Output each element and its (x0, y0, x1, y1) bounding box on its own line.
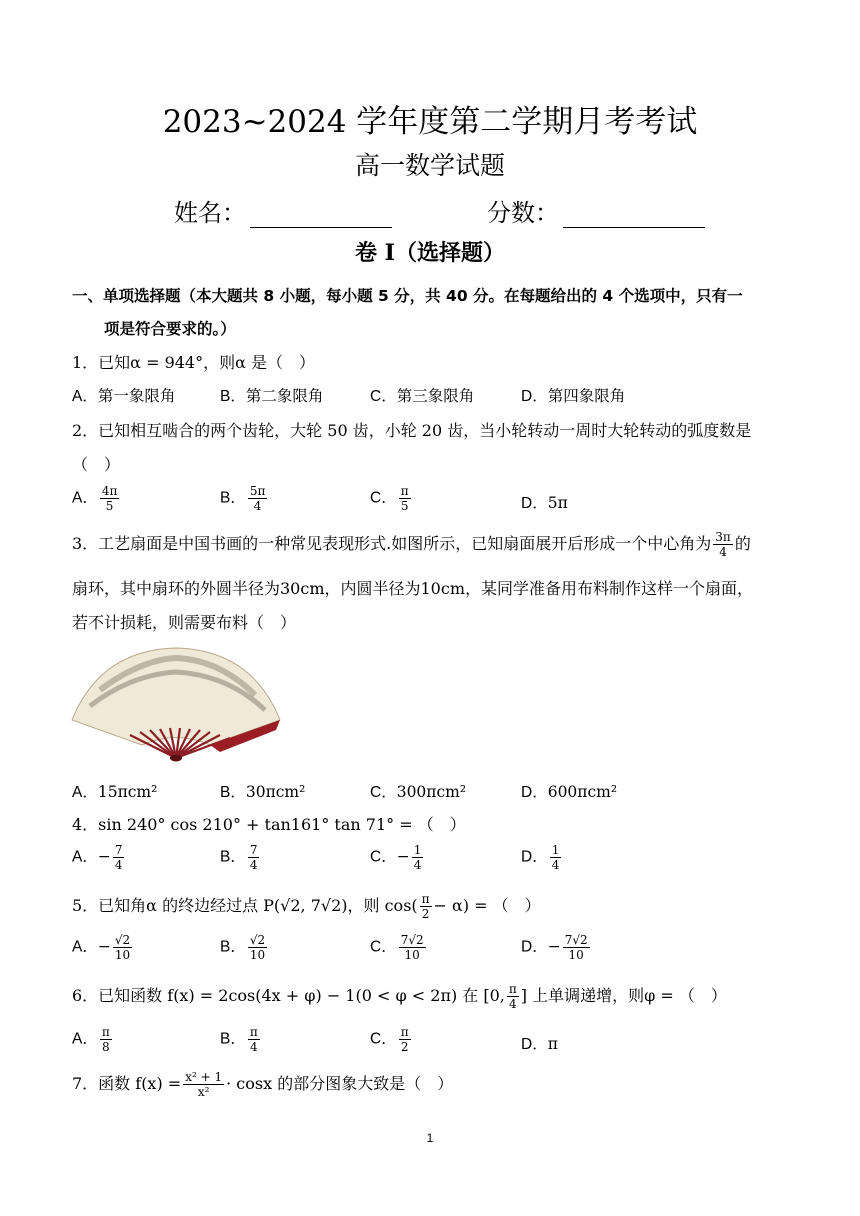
option-label: A． (72, 848, 98, 866)
option-sign: − (547, 937, 561, 956)
numerator: π (400, 484, 409, 498)
option-label: B． (220, 388, 246, 405)
name-blank (250, 203, 392, 228)
q5-option-a (72, 933, 134, 962)
name-label: 姓名： (174, 199, 246, 227)
fraction (412, 843, 424, 872)
function-fraction (183, 1070, 224, 1099)
option-text: 15πcm² (97, 783, 158, 801)
denominator: 5 (400, 499, 409, 513)
fraction (399, 933, 426, 962)
q6-text-post: ] 上单调递增，则φ = （ ） (520, 986, 727, 1005)
q5-option-c (370, 933, 428, 962)
fraction (550, 843, 562, 872)
option-label: C． (370, 784, 397, 801)
option-text: 600πcm² (547, 783, 618, 801)
q2-option-b (220, 484, 269, 513)
denominator: 4 (253, 499, 262, 513)
option-text: 第二象限角 (245, 387, 324, 405)
option-label: D． (521, 784, 548, 801)
denominator: 8 (101, 1040, 110, 1054)
q7-text-pre: 7．函数 f(x) = (72, 1074, 182, 1093)
numerator: 1 (413, 843, 422, 857)
option-label: D． (521, 495, 548, 512)
numerator: 4π (101, 484, 118, 498)
denominator: 5 (105, 499, 114, 513)
q7-stem (72, 1070, 453, 1099)
option-label: B． (220, 938, 246, 956)
denominator: 10 (568, 948, 584, 962)
numerator: 1 (551, 843, 560, 857)
denominator: 4 (413, 858, 422, 872)
q1-option-b (220, 384, 323, 406)
option-label: B． (220, 784, 246, 801)
q3-stem-line2: 扇环，其中扇环的外圆半径为30cm，内圆半径为10cm，某同学准备用布料制作这样一个扇面， (72, 579, 753, 598)
folding-fan-image (70, 640, 282, 762)
option-sign: − (97, 847, 111, 866)
q6-stem (72, 982, 727, 1011)
numerator: 5π (249, 484, 266, 498)
option-label: A． (72, 1030, 98, 1048)
denominator: 4 (249, 858, 258, 872)
numerator: π (400, 1025, 409, 1039)
option-sign: − (97, 937, 111, 956)
fraction (100, 1025, 112, 1054)
fraction (248, 1025, 260, 1054)
page-number: 1 (426, 1131, 434, 1145)
denominator: 4 (719, 545, 727, 559)
numerator: 7√2 (400, 933, 424, 947)
volume-heading: 卷 I（选择题） (355, 240, 505, 266)
q7-text-post: · cosx 的部分图象大致是（ ） (226, 1074, 454, 1093)
option-label: D． (521, 388, 548, 405)
option-label: A． (72, 388, 98, 405)
score-label: 分数： (487, 199, 559, 227)
name-field (174, 193, 392, 228)
option-text: 第三象限角 (396, 387, 475, 405)
option-sign: − (396, 847, 410, 866)
option-label: D． (521, 938, 548, 956)
q3-stem-line1 (72, 530, 751, 559)
q2-option-a (72, 484, 121, 513)
option-text: 第四象限角 (547, 387, 626, 405)
option-label: C． (370, 489, 397, 507)
option-text: π (547, 1035, 558, 1053)
q3-option-d (521, 780, 617, 802)
q1-stem: 1．已知α = 944°，则α 是（ ） (72, 353, 315, 372)
denominator: 10 (404, 948, 420, 962)
fraction (248, 843, 260, 872)
option-label: C． (370, 1030, 397, 1048)
numerator: π (101, 1025, 110, 1039)
denominator: 4 (249, 1040, 258, 1054)
score-field (487, 193, 705, 228)
q1-option-c (370, 384, 474, 406)
q6-option-c (370, 1025, 413, 1054)
option-label: D． (521, 848, 548, 866)
q3-stem-line3: 若不计损耗，则需要布料（ ） (72, 613, 297, 632)
q4-option-d (521, 843, 563, 872)
q4-stem: 4．sin 240° cos 210° + tan161° tan 71° = （ ） (72, 815, 466, 834)
denominator: 10 (114, 948, 131, 962)
denominator: 2 (421, 907, 430, 921)
option-text: 第一象限角 (97, 387, 176, 405)
option-label: A． (72, 784, 98, 801)
q2-stem-line2: （ ） (72, 455, 121, 474)
q5-option-d (521, 933, 592, 962)
q2-option-c (370, 484, 413, 513)
option-label: A． (72, 489, 98, 507)
q6-option-b (220, 1025, 262, 1054)
q4-option-b (220, 843, 261, 872)
section-heading-line2: 项是符合要求的。） (104, 320, 236, 338)
option-label: C． (370, 848, 397, 866)
q3-option-b (220, 780, 305, 802)
numerator: √2 (249, 933, 266, 947)
option-label: B． (220, 1030, 246, 1048)
q2-stem-line1: 2．已知相互啮合的两个齿轮，大轮 50 齿，小轮 20 齿，当小轮转动一周时大轮转动的弧度数是 (72, 421, 752, 440)
q2-option-d (521, 491, 568, 513)
interval-fraction (507, 982, 519, 1011)
q6-option-d (521, 1032, 558, 1054)
q3-option-a (72, 780, 157, 802)
option-label: B． (220, 848, 246, 866)
exam-title: 2023~2024 学年度第二学期月考考试 (162, 104, 698, 140)
denominator: 2 (400, 1040, 409, 1054)
fraction (100, 484, 120, 513)
q1-option-d (521, 384, 625, 406)
option-label: A． (72, 938, 98, 956)
fraction (113, 933, 132, 962)
section-heading-line1: 一、单项选择题（本大题共 8 小题，每小题 5 分，共 40 分。在每题给出的 4 个选项中，只有一 (72, 287, 743, 305)
numerator: π (421, 892, 430, 906)
q6-text-pre: 6．已知函数 f(x) = 2cos(4x + φ) − 1(0 < φ < 2π) 在 [0, (72, 986, 505, 1005)
denominator: 10 (249, 948, 266, 962)
q5-text-post: − α) = （ ） (433, 896, 541, 915)
numerator: 7√2 (564, 933, 588, 947)
q4-option-a (72, 843, 126, 872)
denominator: x² (197, 1085, 210, 1099)
central-angle-fraction (713, 530, 733, 559)
q3-option-c (370, 780, 466, 802)
score-blank (563, 203, 705, 228)
option-label: C． (370, 388, 397, 405)
q3-text-pre: 3．工艺扇面是中国书画的一种常见表现形式.如图所示，已知扇面展开后形成一个中心角为 (72, 534, 712, 553)
fraction (113, 843, 125, 872)
denominator: 4 (114, 858, 123, 872)
q1-option-a (72, 384, 175, 406)
option-label: C． (370, 938, 397, 956)
pi-over-2-fraction (420, 892, 432, 921)
option-label: D． (521, 1036, 548, 1053)
numerator: x² + 1 (185, 1070, 223, 1084)
denominator: 4 (551, 858, 560, 872)
fraction (248, 484, 268, 513)
fraction (563, 933, 590, 962)
denominator: 4 (509, 997, 517, 1011)
numerator: π (508, 982, 517, 996)
q5-text-pre: 5．已知角α 的终边经过点 P(√2, 7√2)，则 cos( (72, 896, 418, 915)
q5-option-b (220, 933, 269, 962)
numerator: 7 (114, 843, 123, 857)
q6-option-a (72, 1025, 114, 1054)
fraction (399, 1025, 411, 1054)
fraction (399, 484, 411, 513)
q3-text-post: 的 (734, 534, 751, 553)
q5-stem (72, 892, 541, 921)
option-text: 5π (547, 494, 568, 512)
numerator: π (249, 1025, 258, 1039)
option-label: B． (220, 489, 246, 507)
q4-option-c (370, 843, 425, 872)
exam-subtitle: 高一数学试题 (354, 151, 505, 180)
option-text: 300πcm² (396, 783, 467, 801)
numerator: 7 (249, 843, 258, 857)
numerator: 3π (715, 530, 731, 544)
fraction (248, 933, 267, 962)
option-text: 30πcm² (245, 783, 306, 801)
numerator: √2 (114, 933, 131, 947)
